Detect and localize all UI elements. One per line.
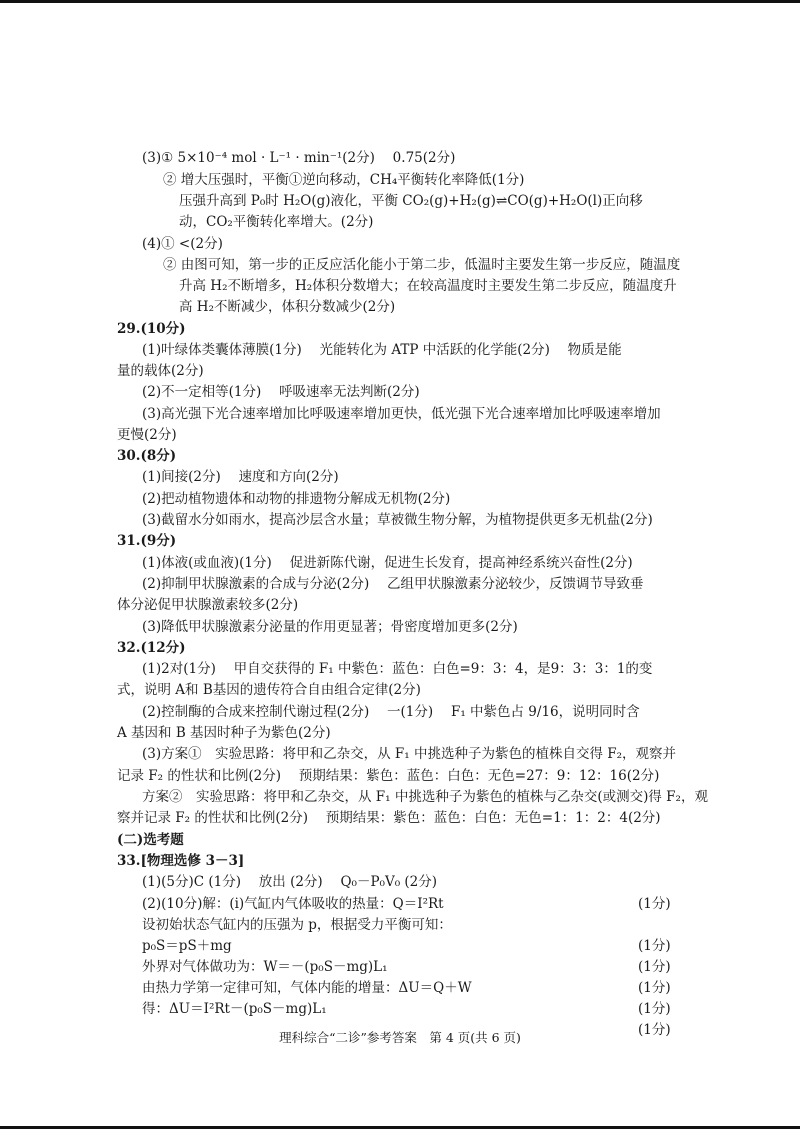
section-elective-heading: (二)选考题 (117, 832, 184, 848)
q32-3d: 察并记录 F₂ 的性状和比例(2分) 预期结果：紫色：蓝色：白色：无色=1：1：2：4(2分) (117, 810, 661, 826)
q33-1: (1)(5分)C (1分) 放出 (2分) Q₀－P₀V₀ (2分) (142, 874, 438, 890)
q30-2: (2)把动植物遗体和动物的排遗物分解成无机物(2分) (142, 491, 451, 507)
q33-heading: 33.[物理选修 3－3] (117, 853, 245, 869)
q29-heading: 29.(10分) (117, 321, 186, 337)
q32-3a: (3)方案① 实验思路：将甲和乙杂交，从 F₁ 中挑选种子为紫色的植株自交得 F₂，观察并 (142, 746, 677, 762)
q28-4-2b: 升高 H₂不断增多，H₂体积分数增大；在较高温度时主要发生第二步反应，随温度升 (179, 278, 677, 294)
q30-1: (1)间接(2分) 速度和方向(2分) (142, 469, 339, 485)
q29-3a: (3)高光强下光合速率增加比呼吸速率增加更快，低光强下光合速率增加比呼吸速率增加 (142, 406, 661, 422)
q32-2a: (2)控制酶的合成来控制代谢过程(2分) 一(1分) F₁ 中紫色占 9/16，说明同时含 (142, 704, 640, 720)
score-1: (1分) (638, 896, 671, 912)
q31-2a: (2)抑制甲状腺激素的合成与分泌(2分) 乙组甲状腺激素分泌较少，反馈调节导致垂 (142, 576, 644, 592)
q29-1b: 量的载体(2分) (117, 363, 204, 379)
q32-heading: 32.(12分) (117, 640, 186, 656)
q30-3: (3)截留水分如雨水，提高沙层含水量；草被微生物分解，为植物提供更多无机盐(2分) (142, 512, 653, 528)
q28-4-2c: 高 H₂不断减少，体积分数减少(2分) (179, 299, 396, 315)
q28-4-1: (4)① <(2分) (142, 236, 223, 252)
score-4: (1分) (638, 980, 671, 996)
q29-3b: 更慢(2分) (117, 427, 177, 443)
q28-3-1: (3)① 5×10⁻⁴ mol · L⁻¹ · min⁻¹(2分) 0.75(2分) (142, 150, 456, 166)
q31-heading: 31.(9分) (117, 533, 177, 549)
q31-2b: 体分泌促甲状腺激素较多(2分) (117, 597, 299, 613)
q33-2b: 设初始状态气缸内的压强为 p，根据受力平衡可知： (142, 917, 452, 933)
page-footer: 理科综合“二诊”参考答案 第 4 页(共 6 页) (279, 1030, 521, 1045)
q33-2e: 由热力学第一定律可知，气体内能的增量：ΔU＝Q＋W (142, 980, 472, 996)
q31-3: (3)降低甲状腺激素分泌量的作用更显著；骨密度增加更多(2分) (142, 619, 518, 635)
q30-heading: 30.(8分) (117, 448, 177, 464)
q33-2d: 外界对气体做功为：W＝－(p₀S－mg)L₁ (142, 959, 388, 975)
q31-1: (1)体液(或血液)(1分) 促进新陈代谢，促进生长发育，提高神经系统兴奋性(2分) (142, 555, 633, 571)
q32-1a: (1)2对(1分) 甲自交获得的 F₁ 中紫色：蓝色：白色=9：3：4，是9：3：3：1的变 (142, 661, 653, 677)
q28-3-2c: 动，CO₂平衡转化率增大。(2分) (179, 214, 374, 230)
q28-3-2b: 压强升高到 P₀时 H₂O(g)液化，平衡 CO₂(g)+H₂(g)⇌CO(g)+H₂O(l)正向移 (179, 193, 643, 209)
score-3: (1分) (638, 959, 671, 975)
q33-2c: p₀S＝pS＋mg (142, 938, 232, 954)
bottom-border-line (0, 1126, 800, 1129)
q28-3-2a: ② 增大压强时，平衡①逆向移动，CH₄平衡转化率降低(1分) (163, 172, 525, 188)
q32-2b: A 基因和 B 基因时种子为紫色(2分) (117, 725, 331, 741)
score-6: (1分) (638, 1022, 671, 1038)
q28-4-2a: ② 由图可知，第一步的正反应活化能小于第二步，低温时主要发生第一步反应，随温度 (163, 257, 681, 273)
q32-3b: 记录 F₂ 的性状和比例(2分) 预期结果：紫色：蓝色：白色：无色=27：9：12：16(2分) (117, 768, 660, 784)
q32-1b: 式，说明 A和 B基因的遗传符合自由组合定律(2分) (117, 682, 421, 698)
q29-1a: (1)叶绿体类囊体薄膜(1分) 光能转化为 ATP 中活跃的化学能(2分) 物质是能 (142, 342, 622, 358)
top-border-line (0, 0, 800, 3)
q32-3c: 方案② 实验思路：将甲和乙杂交，从 F₁ 中挑选种子为紫色的植株与乙杂交(或测交)得 F₂，观 (142, 789, 708, 805)
score-5: (1分) (638, 1001, 671, 1017)
score-2: (1分) (638, 938, 671, 954)
q33-2f: 得：ΔU＝I²Rt－(p₀S－mg)L₁ (142, 1001, 327, 1017)
q33-2a: (2)(10分)解：(i)气缸内气体吸收的热量：Q＝I²Rt (142, 896, 444, 912)
q29-2: (2)不一定相等(1分) 呼吸速率无法判断(2分) (142, 384, 420, 400)
